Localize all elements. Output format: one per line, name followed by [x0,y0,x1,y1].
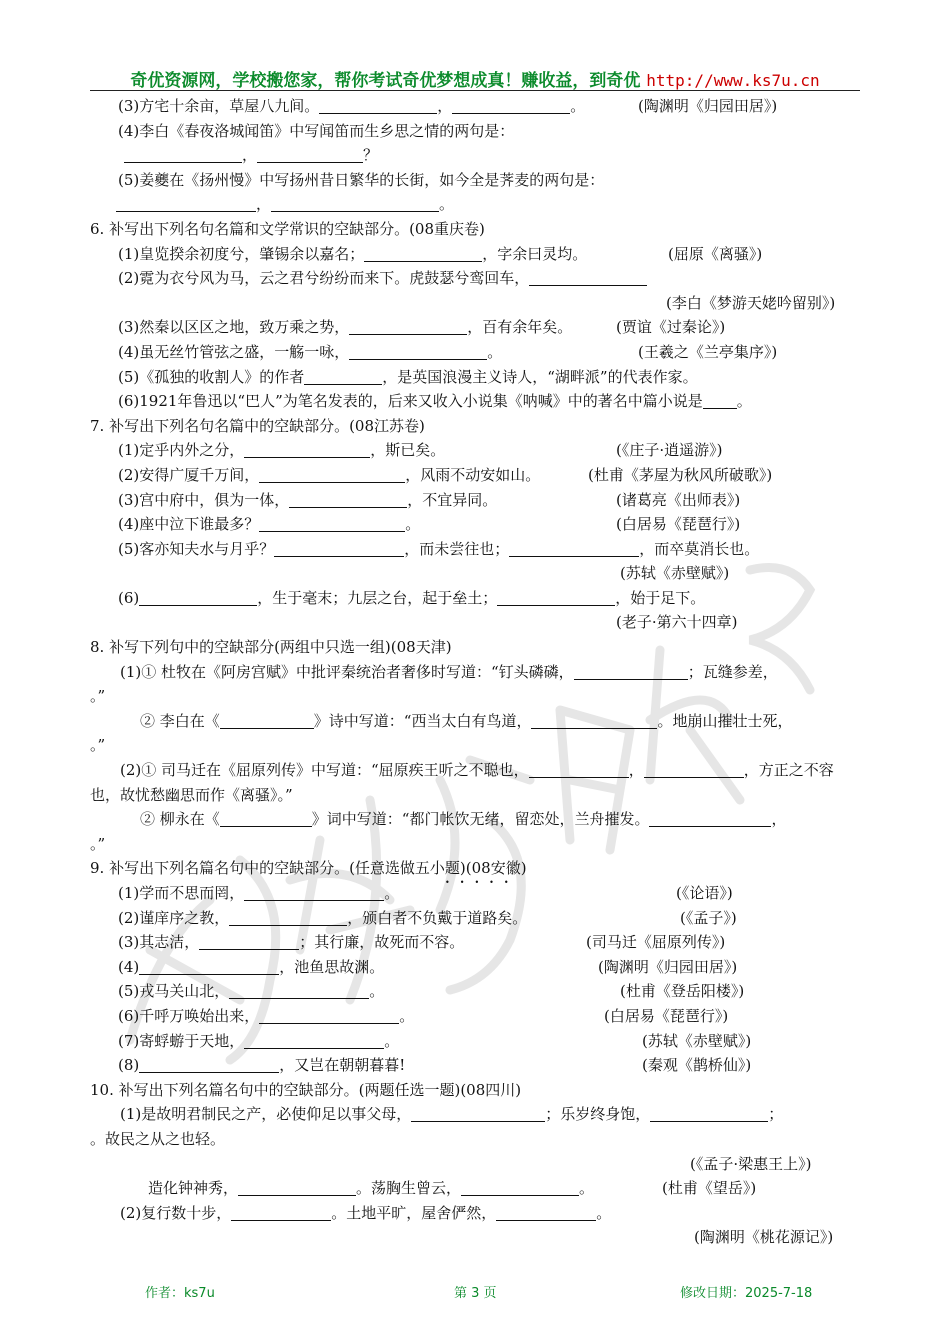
source-citation: (老子·第六十四章) [616,613,738,632]
line-10-2: (2)复行数十步， 。土地平旷，屋舍俨然， 。 [120,1203,612,1222]
blank[interactable] [244,1033,384,1049]
blank[interactable] [139,959,279,975]
source-citation: (《孟子·梁惠王上》) [690,1154,812,1173]
line-5-4-blanks: ， ？ [90,143,860,168]
blank[interactable] [199,934,299,950]
line-9-2: (2)谨庠序之教， ，颁白者不负戴于道路矣。 (《孟子》) [90,906,860,931]
source-citation: (白居易《琵琶行》) [616,515,741,534]
line-7-6-source [90,610,860,635]
blank[interactable] [319,98,437,114]
blank[interactable] [274,541,404,557]
line-8-1-1-end: 。” [90,687,106,706]
source-citation: (陶渊明《桃花源记》) [694,1228,834,1247]
blank[interactable] [509,541,639,557]
blank[interactable] [349,319,467,335]
blank[interactable] [461,1180,579,1196]
source-citation: (《孟子》) [680,908,737,927]
source-citation: (杜甫《茅屋为秋风所破歌》) [588,465,773,484]
line-7-4: (4)座中泣下谁最多？ 。 (白居易《琵琶行》) [90,512,860,537]
source-citation: (陶渊明《归园田居》) [598,957,738,976]
blank[interactable] [116,196,256,212]
source-citation: (杜甫《望岳》) [662,1179,757,1198]
blank[interactable] [259,467,405,483]
line-8-1-1: (1)① 杜牧在《阿房宫赋》中批评秦统治者奢侈时写道：“钉头磷磷， ；瓦缝参差， [120,662,778,681]
source-citation: (秦观《鹊桥仙》) [642,1056,752,1075]
blank[interactable] [271,196,439,212]
line-10-2-source [90,1225,860,1250]
blank[interactable] [349,344,487,360]
line-9-7: (7)寄蜉蝣于天地， 。 (苏轼《赤壁赋》) [90,1029,860,1054]
source-citation: (杜甫《登岳阳楼》) [620,982,745,1001]
blank[interactable] [139,1057,279,1073]
blank[interactable] [220,713,314,729]
source-citation: (苏轼《赤壁赋》) [620,564,730,583]
blank[interactable] [452,98,570,114]
header-divider [90,90,860,91]
blank[interactable] [364,246,482,262]
line-10-1: (1)是故明君制民之产，必使仰足以事父母， ；乐岁终身饱， ； [120,1105,784,1124]
line-6-5: (5)《孤独的收割人》的作者 ，是英国浪漫主义诗人，“湖畔派”的代表作家。 [118,367,698,386]
question-6-title: 6. 补写出下列名句名篇和文学常识的空缺部分。(08重庆卷) [90,219,485,238]
source-citation: (苏轼《赤壁赋》) [642,1031,752,1050]
source-citation: (屈原《离骚》) [668,244,763,263]
line-7-5-source [90,561,860,586]
line-8-2-2-end: 。” [90,834,106,853]
source-citation: (陶渊明《归园田居》) [638,97,778,115]
line-5-5: (5)姜夔在《扬州慢》中写扬州昔日繁华的长街，如今全是荠麦的两句是： [118,170,605,189]
blank[interactable] [497,590,615,606]
line-6-6: (6)1921年鲁迅以“巴人”为笔名发表的，后来又收入小说集《呐喊》中的著名中篇小说是 。 [118,392,752,411]
line-9-8: (8) ，又岂在朝朝暮暮! (秦观《鹊桥仙》) [90,1053,860,1078]
line-8-1-2-end: 。” [90,736,106,755]
source-citation: (贾谊《过秦论》) [616,318,726,337]
source-citation: (《庄子·逍遥游》) [616,441,723,460]
line-7-2: (2)安得广厦千万间， ，风雨不动安如山。 (杜甫《茅屋为秋风所破歌》) [90,463,860,488]
source-citation: (《论语》) [676,884,733,902]
question-8-title: 8. 补写下列句中的空缺部分(两组中只选一组)(08天津) [90,638,452,657]
line-6-2-source [90,291,860,316]
blank[interactable] [703,393,737,409]
line-9-6: (6)千呼万唤始出来， 。 (白居易《琵琶行》) [90,1004,860,1029]
blank[interactable] [649,811,771,827]
line-10-1-end: 。故民之从之也轻。 [90,1129,226,1148]
emphasis-dots: ••••• [445,878,519,888]
blank[interactable] [289,492,407,508]
footer-author: 作者：ks7u [145,1286,215,1301]
line-7-6: (6) ，生于毫末；九层之台，起于垒土； ，始于足下。 [118,588,706,607]
blank[interactable] [259,1008,399,1024]
blank[interactable] [259,516,405,532]
blank[interactable] [244,442,370,458]
blank[interactable] [529,270,647,286]
page-header [90,66,860,90]
line-6-2: (2)霓为衣兮风为马，云之君兮纷纷而来下。虎鼓瑟兮鸾回车， [90,266,860,291]
blank[interactable] [531,713,657,729]
blank[interactable] [257,147,363,163]
line-8-1-2: ② 李白在《 》诗中写道：“西当太白有鸟道， 。地崩山摧壮士死， [140,711,793,730]
blank[interactable] [304,369,382,385]
line-6-4: (4)虽无丝竹管弦之盛，一觞一咏， 。 (王羲之《兰亭集序》) [90,340,860,365]
blank[interactable] [496,1205,596,1221]
header-title: 奇优资源网，学校搬您家，帮你考试奇优梦想成真！赚收益，到奇优 [130,71,641,91]
blank[interactable] [229,910,347,926]
blank[interactable] [529,762,629,778]
blank[interactable] [650,1106,768,1122]
question-7-title: 7. 补写出下列名句名篇中的空缺部分。(08江苏卷) [90,416,425,435]
blank[interactable] [644,762,744,778]
question-9-title: 9. 补写出下列名篇名句中的空缺部分。(任意选做五小题)(08安徽) ••••• [90,856,860,881]
blank[interactable] [411,1106,545,1122]
header-url[interactable]: http://www.ks7u.cn [646,71,820,90]
line-7-1: (1)定乎内外之分， ，斯已矣。 (《庄子·逍遥游》) [90,438,860,463]
line-8-2-2: ② 柳永在《 》词中写道：“都门帐饮无绪，留恋处，兰舟摧发。 ， [140,810,787,829]
line-10-1-source [90,1152,860,1177]
line-7-3: (3)宫中府中，俱为一体， ，不宜异同。 (诸葛亮《出师表》) [90,488,860,513]
line-6-3: (3)然秦以区区之地，致万乘之势， ，百有余年矣。 (贾谊《过秦论》) [90,315,860,340]
source-citation: (诸葛亮《出师表》) [616,490,741,509]
blank[interactable] [574,664,688,680]
line-6-1: (1)皇览揆余初度兮，肇锡余以嘉名； ，字余曰灵均。 (屈原《离骚》) [90,242,860,267]
line-5-5-blanks: ， 。 [90,192,860,217]
source-citation: (白居易《琵琶行》) [604,1006,729,1025]
blank[interactable] [220,811,312,827]
line-9-5: (5)戎马关山北， 。 (杜甫《登岳阳楼》) [90,979,860,1004]
line-7-5: (5)客亦知夫水与月乎？ ，而未尝往也； ，而卒莫消长也。 [118,539,760,558]
line-9-3: (3)其志洁， ；其行廉，故死而不容。 (司马迁《屈原列传》) [90,930,860,955]
blank[interactable] [124,147,242,163]
source-citation: (司马迁《屈原列传》) [586,933,726,952]
blank[interactable] [229,983,369,999]
blank[interactable] [244,885,384,901]
source-citation: (李白《梦游天姥吟留别》) [666,293,836,312]
exercise-content [90,94,860,1250]
blank[interactable] [231,1205,331,1221]
blank[interactable] [139,590,257,606]
line-10-extra: 造化钟神秀， 。荡胸生曾云， 。 (杜甫《望岳》) [90,1176,860,1201]
line-8-2-1-end: 也，故忧愁幽思而作《离骚》。” [90,785,293,804]
line-5-3: (3)方宅十余亩，草屋八九间。 ， 。 (陶渊明《归园田居》) [90,94,860,119]
blank[interactable] [238,1180,356,1196]
line-9-4: (4) ，池鱼思故渊。 (陶渊明《归园田居》) [90,955,860,980]
footer-page-number: 第 3 页 [454,1286,497,1301]
source-citation: (王羲之《兰亭集序》) [638,342,778,361]
line-8-2-1: (2)① 司马迁在《屈原列传》中写道：“屈原疾王听之不聪也， ， ，方正之不容 [120,761,834,780]
line-5-4: (4)李白《春夜洛城闻笛》中写闻笛而生乡思之情的两句是： [118,121,515,140]
question-10-title: 10. 补写出下列名篇名句中的空缺部分。(两题任选一题)(08四川) [90,1080,522,1099]
footer-date: 修改日期：2025-7-18 [680,1286,813,1301]
line-9-1: (1)学而不思而罔， 。 (《论语》) [90,881,860,906]
